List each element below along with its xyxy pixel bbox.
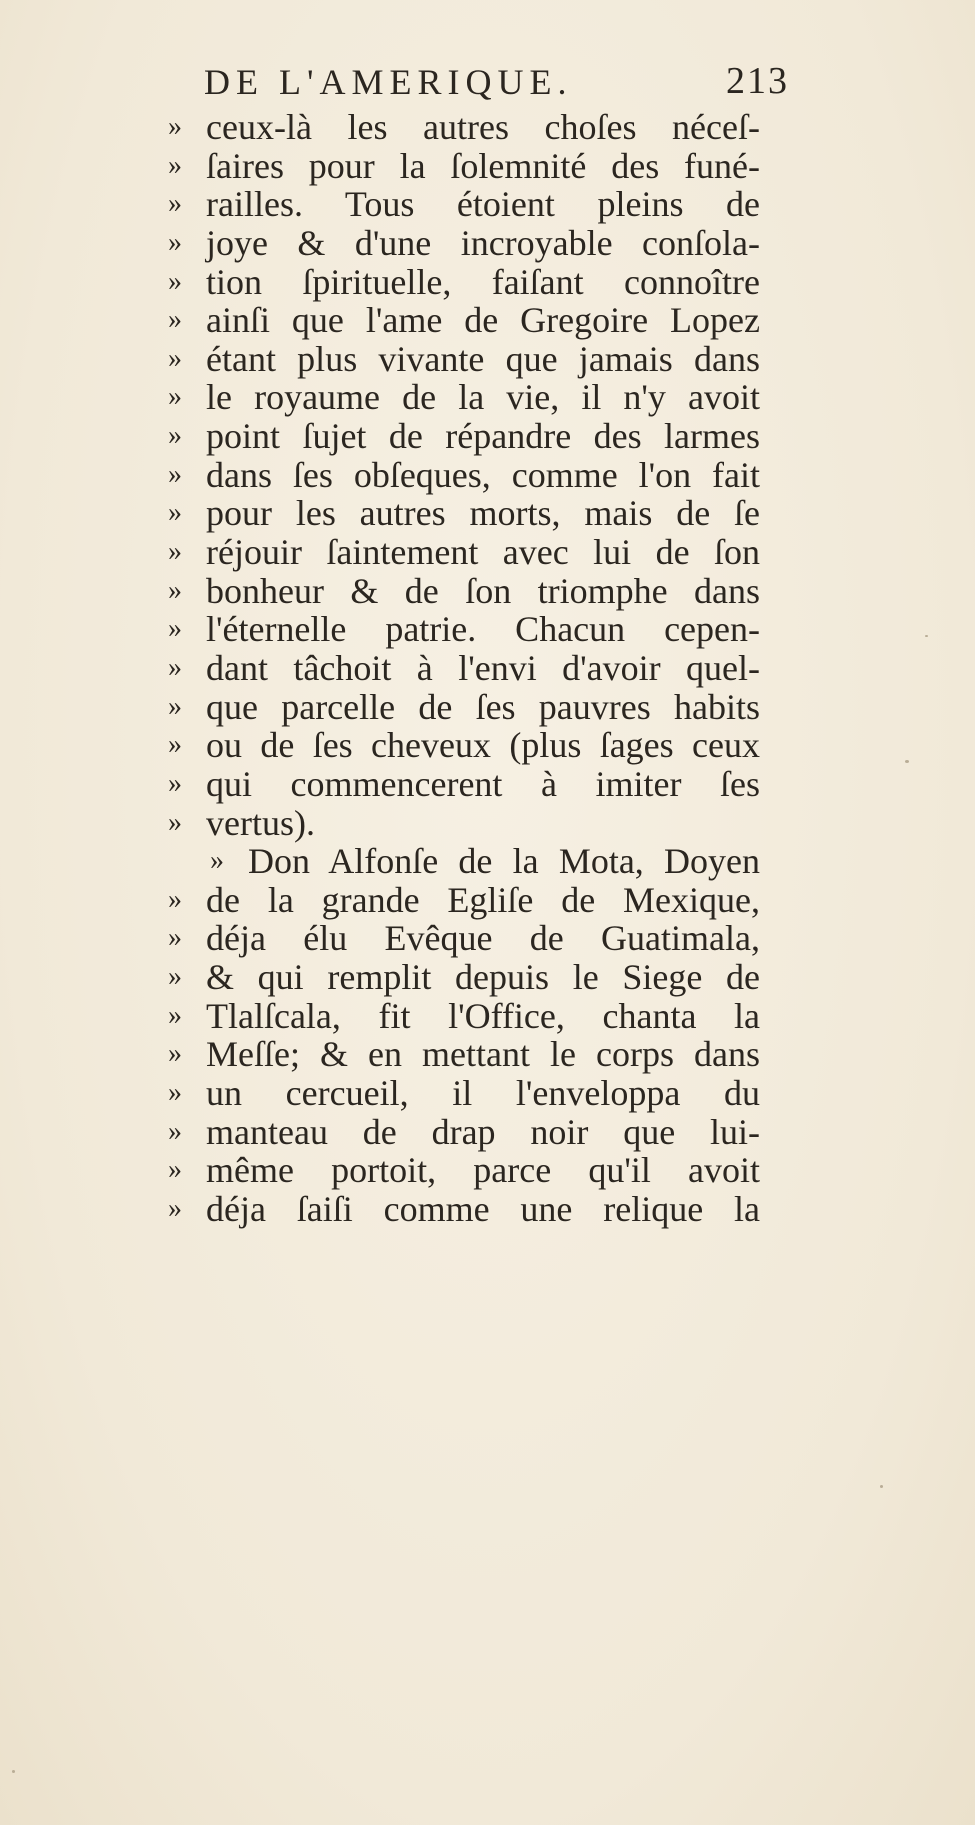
line-text: qui commencerent à imiter ſes [206, 763, 760, 804]
text-line [168, 263, 760, 302]
line-text: point ſujet de répandre des larmes [206, 416, 760, 457]
line-text: un cercueil, il l'enveloppa du [206, 1073, 760, 1114]
guillemet-mark: » [168, 729, 182, 761]
text-line [168, 958, 760, 997]
text-line [168, 997, 760, 1036]
guillemet-mark: » [168, 999, 182, 1031]
line-text: Don Alfonſe de la Mota, Doyen [248, 841, 760, 882]
text-body [168, 108, 760, 1229]
line-text: & qui remplit depuis le Siege de [206, 957, 760, 998]
line-text: même portoit, parce qu'il avoit [206, 1150, 760, 1191]
text-line [168, 804, 760, 843]
line-text: dant tâchoit à l'envi d'avoir quel- [206, 647, 760, 688]
guillemet-mark: » [168, 651, 182, 683]
guillemet-mark: » [168, 536, 182, 568]
guillemet-mark: » [168, 613, 182, 645]
paper-speck [880, 1485, 883, 1488]
text-line [168, 456, 760, 495]
line-text: tion ſpirituelle, faiſant connoître [206, 261, 760, 302]
line-text: Meſſe; & en mettant le corps dans [206, 1034, 760, 1075]
guillemet-mark: » [168, 111, 182, 142]
guillemet-mark: » [168, 149, 182, 181]
text-line [168, 919, 760, 958]
guillemet-mark: » [168, 883, 182, 915]
line-text: de la grande Egliſe de Mexique, [206, 879, 760, 920]
line-text: ceux-là les autres choſes néceſ- [206, 107, 760, 147]
line-text: l'éternelle patrie. Chacun cepen- [206, 609, 760, 650]
text-line [168, 108, 760, 147]
running-title: DE L'AMERIQUE. [204, 62, 573, 102]
line-text: déja ſaiſi comme une relique la [206, 1188, 760, 1229]
text-line [168, 417, 760, 456]
line-text: manteau de drap noir que lui- [206, 1111, 760, 1152]
guillemet-mark: » [168, 690, 182, 722]
line-text: que parcelle de ſes pauvres habits [206, 686, 760, 727]
text-line [168, 610, 760, 649]
line-text: vertus). [206, 802, 315, 843]
guillemet-mark: » [168, 1115, 182, 1147]
text-line [168, 147, 760, 186]
paper-speck [905, 760, 909, 763]
guillemet-mark: » [168, 497, 182, 529]
text-line [168, 1151, 760, 1190]
text-line [168, 1190, 760, 1229]
guillemet-mark: » [168, 226, 182, 258]
text-line [168, 1074, 760, 1113]
line-text: bonheur & de ſon triomphe dans [206, 570, 760, 611]
guillemet-mark: » [168, 381, 182, 413]
text-line [168, 842, 760, 881]
line-text: ou de ſes cheveux (plus ſages ceux [206, 725, 760, 766]
text-line [168, 224, 760, 263]
guillemet-mark: » [168, 304, 182, 336]
page-number: 213 [726, 60, 789, 102]
guillemet-mark: » [168, 265, 182, 297]
guillemet-mark: » [168, 1077, 182, 1109]
paper-speck [925, 635, 928, 637]
guillemet-mark: » [168, 922, 182, 954]
text-line [168, 378, 760, 417]
text-line [168, 765, 760, 804]
guillemet-mark: » [168, 188, 182, 220]
paper-speck [12, 1770, 15, 1773]
text-line [168, 649, 760, 688]
guillemet-mark: » [168, 806, 182, 838]
guillemet-mark: » [168, 342, 182, 374]
guillemet-mark: » [168, 574, 182, 606]
guillemet-mark: » [168, 1154, 182, 1186]
line-text: ſaires pour la ſolemnité des funé- [206, 145, 760, 186]
guillemet-mark: » [168, 458, 182, 490]
guillemet-mark: » [168, 767, 182, 799]
text-line [168, 1113, 760, 1152]
line-text: le royaume de la vie, il n'y avoit [206, 377, 760, 418]
text-line [168, 572, 760, 611]
text-line [168, 494, 760, 533]
running-head [204, 54, 789, 104]
line-text: ainſi que l'ame de Gregoire Lopez [206, 300, 760, 341]
text-line [168, 881, 760, 920]
line-text: railles. Tous étoient pleins de [206, 184, 760, 225]
line-text: dans ſes obſeques, comme l'on fait [206, 454, 760, 495]
guillemet-mark: » [168, 1192, 182, 1224]
guillemet-mark: » [168, 420, 182, 452]
guillemet-mark: » [168, 1038, 182, 1070]
line-text: réjouir ſaintement avec lui de ſon [206, 532, 760, 573]
line-text: pour les autres morts, mais de ſe [206, 493, 760, 534]
text-line [168, 340, 760, 379]
guillemet-mark: » [168, 961, 182, 993]
text-line [168, 1035, 760, 1074]
text-line [168, 301, 760, 340]
text-line [168, 726, 760, 765]
line-text: joye & d'une incroyable conſola- [206, 222, 760, 263]
line-text: Tlalſcala, fit l'Office, chanta la [206, 995, 760, 1036]
text-line [168, 533, 760, 572]
line-text: déja élu Evêque de Guatimala, [206, 918, 760, 959]
line-text: étant plus vivante que jamais dans [206, 338, 760, 379]
text-line [168, 688, 760, 727]
text-line [168, 185, 760, 224]
guillemet-mark: » [210, 845, 224, 877]
